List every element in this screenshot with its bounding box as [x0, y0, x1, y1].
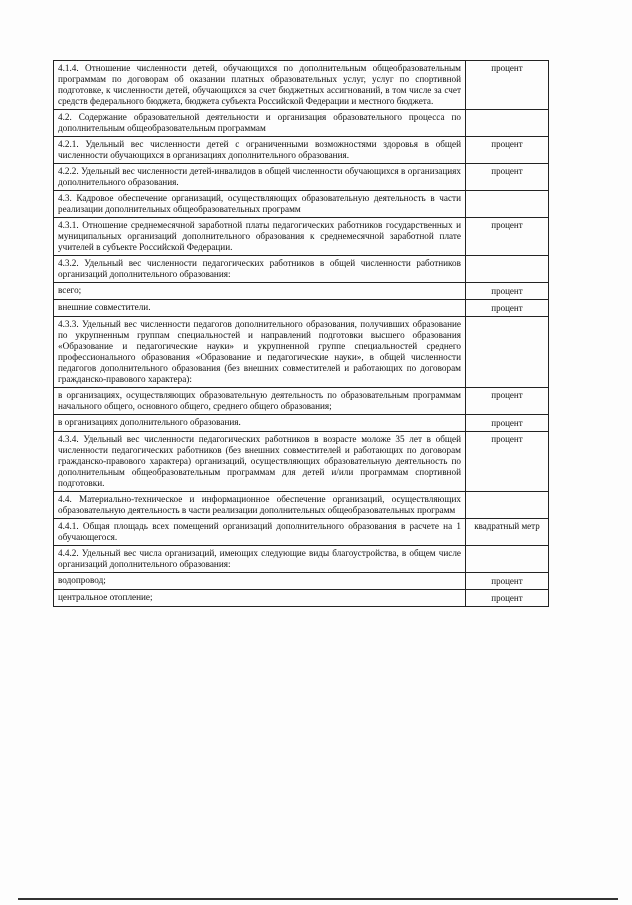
- table-row: [54, 388, 549, 415]
- unit-cell: процент: [466, 61, 549, 110]
- indicator-text: 4.1.4. Отношение численности детей, обучающихся по дополнительным общеобразовательным программам по договорам об оказании платных образовательных услуг, услуг по спортивной подготовке, к численности детей, обучающихся за счет бюджетных ассигнований, в том числе за счет средств федерального бюджета, бюджета субъекта Российской Федерации и местного бюджета.: [54, 61, 466, 110]
- table-row: [54, 256, 549, 283]
- indicator-text: в организациях дополнительного образования.: [54, 415, 466, 432]
- indicator-text: 4.4.1. Общая площадь всех помещений организаций дополнительного образования в расчете на 1 обучающегося.: [54, 519, 466, 546]
- indicator-text: 4.2. Содержание образовательной деятельности и организация образовательного процесса по дополнительным общеобразовательным программам: [54, 110, 466, 137]
- indicator-text: 4.3.3. Удельный вес численности педагогов дополнительного образования, получивших образование по укрупненным группам специальностей и направлений подготовки высшего образования «Образование и педагогические науки» и укрупненной группе специальностей среднего профессионального образования «Образование и педагогические науки», в общей численности педагогов дополнительного образования (без внешних совместителей и работающих по договорам гражданско-правового характера):: [54, 317, 466, 388]
- indicator-text: 4.3. Кадровое обеспечение организаций, осуществляющих образовательную деятельность в части реализации дополнительных общеобразовательных программ: [54, 191, 466, 218]
- unit-cell: процент: [466, 573, 549, 590]
- unit-cell: процент: [466, 164, 549, 191]
- unit-cell: [466, 191, 549, 218]
- indicator-text: 4.3.2. Удельный вес численности педагогических работников в общей численности работников организаций дополнительного образования:: [54, 256, 466, 283]
- page-bottom-rule: [18, 898, 618, 900]
- indicators-table: [53, 60, 549, 607]
- unit-cell: процент: [466, 300, 549, 317]
- table-row: [54, 137, 549, 164]
- unit-cell: [466, 256, 549, 283]
- table-row: [54, 164, 549, 191]
- unit-cell: процент: [466, 415, 549, 432]
- indicator-text: внешние совместители.: [54, 300, 466, 317]
- indicator-text: 4.3.1. Отношение среднемесячной заработной платы педагогических работников государственных и муниципальных организаций дополнительного образования к среднемесячной заработной плате учителей в субъекте Российской Федерации.: [54, 218, 466, 256]
- indicator-text: 4.4. Материально-техническое и информационное обеспечение организаций, осуществляющих образовательную деятельность в части реализации дополнительных общеобразовательных программ: [54, 492, 466, 519]
- table-row: [54, 317, 549, 388]
- indicator-text: 4.3.4. Удельный вес численности педагогических работников в возрасте моложе 35 лет в общей численности педагогических работников (без внешних совместителей и работающих по договорам гражданско-правового характера) организаций, осуществляющих образовательную деятельность по дополнительным общеобразовательным программам для детей и/или программам спортивной подготовки.: [54, 432, 466, 492]
- table-row: [54, 492, 549, 519]
- table-row: [54, 61, 549, 110]
- table-row: [54, 218, 549, 256]
- table-row: [54, 432, 549, 492]
- table-row: [54, 415, 549, 432]
- unit-cell: [466, 492, 549, 519]
- table-row: [54, 110, 549, 137]
- table-row: [54, 283, 549, 300]
- table-row: [54, 573, 549, 590]
- indicator-text: 4.4.2. Удельный вес числа организаций, имеющих следующие виды благоустройства, в общем числе организаций дополнительного образования:: [54, 546, 466, 573]
- indicator-text: всего;: [54, 283, 466, 300]
- unit-cell: процент: [466, 218, 549, 256]
- unit-cell: [466, 317, 549, 388]
- unit-cell: [466, 546, 549, 573]
- table-row: [54, 519, 549, 546]
- unit-cell: процент: [466, 137, 549, 164]
- unit-cell: процент: [466, 388, 549, 415]
- indicator-text: водопровод;: [54, 573, 466, 590]
- unit-cell: квадратный метр: [466, 519, 549, 546]
- table-row: [54, 300, 549, 317]
- indicator-text: центральное отопление;: [54, 590, 466, 607]
- unit-cell: [466, 110, 549, 137]
- unit-cell: процент: [466, 590, 549, 607]
- unit-cell: процент: [466, 283, 549, 300]
- indicator-text: в организациях, осуществляющих образовательную деятельность по образовательным программам начального общего, основного общего, среднего общего образования;: [54, 388, 466, 415]
- indicator-text: 4.2.1. Удельный вес численности детей с ограниченными возможностями здоровья в общей численности обучающихся в организациях дополнительного образования.: [54, 137, 466, 164]
- unit-cell: процент: [466, 432, 549, 492]
- table-row: [54, 546, 549, 573]
- table-row: [54, 590, 549, 607]
- table-row: [54, 191, 549, 218]
- indicator-text: 4.2.2. Удельный вес численности детей-инвалидов в общей численности обучающихся в организациях дополнительного образования.: [54, 164, 466, 191]
